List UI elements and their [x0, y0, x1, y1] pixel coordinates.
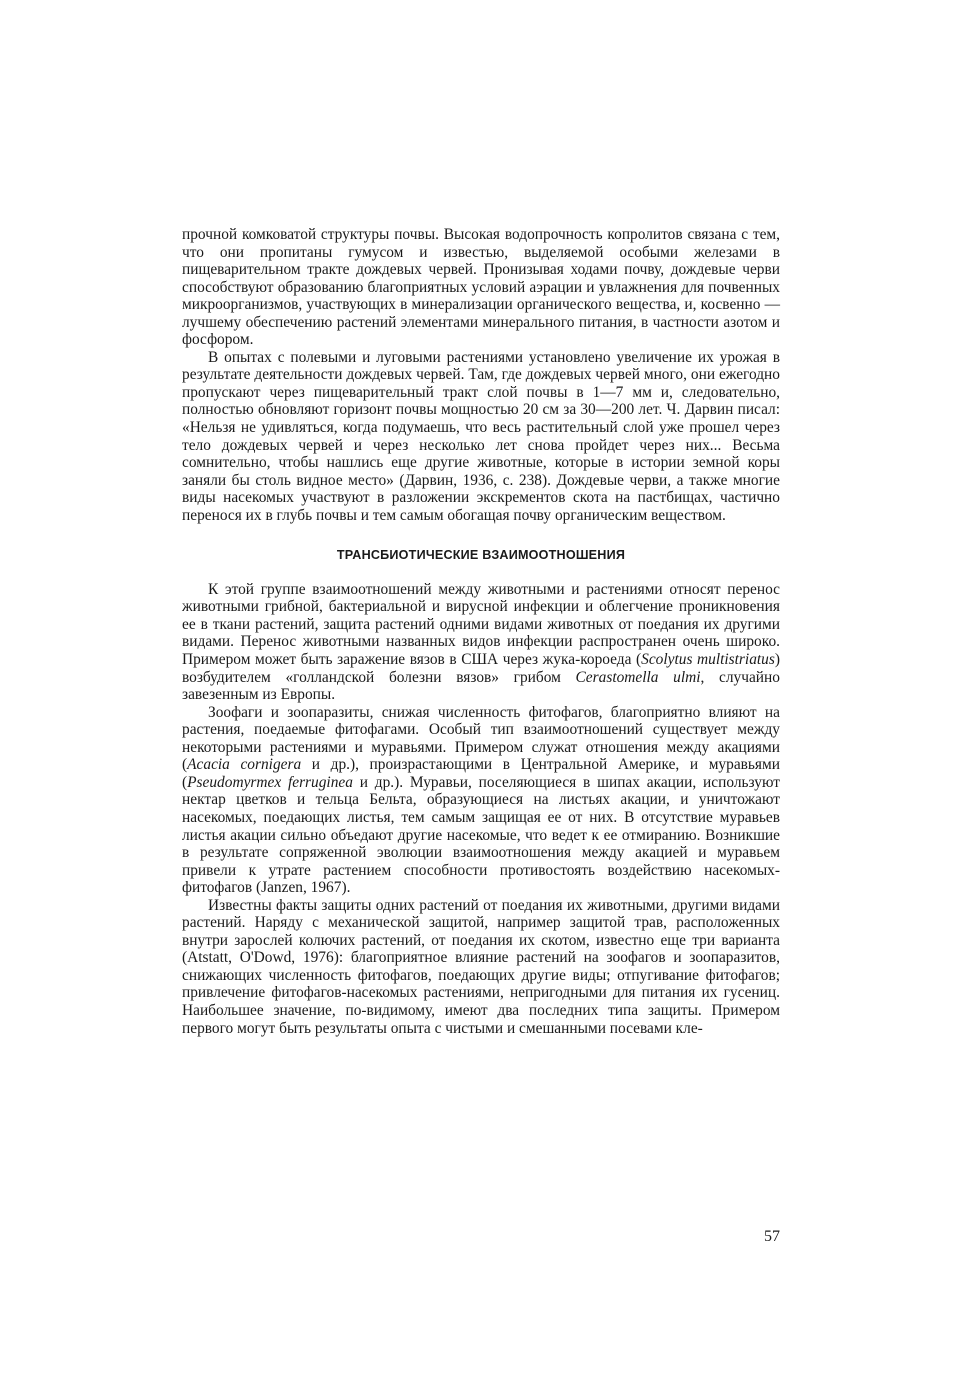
paragraph-3: [182, 581, 780, 704]
paragraph-3-text-a: К этой группе взаимоотношений между животными и растениями относят перенос животными грибной, бактериальной и вирусной инфекции и облегчение проникновения ее в ткани растений, защита растений одними видами животных от поедания их другими видами. Перенос животными названных видов инфекции распространен очень широко. Примером может быть заражение вязов в США через жука-короеда (: [182, 580, 780, 669]
species-acacia: Acacia cornigera: [187, 756, 302, 774]
species-pseudomyrmex: Pseudomyrmex ferruginea: [187, 773, 353, 791]
paragraph-3-text-c: , случайно завезенным из Европы.: [182, 668, 780, 704]
paragraph-1: прочной комковатой структуры почвы. Высокая водопрочность копролитов связана с тем, что они пропитаны гумусом и известью, выделяемой особыми железами в пищеварительном тракте дождевых червей. Пронизывая ходами почву, дождевые черви способствуют образованию благоприятных условий аэрации и увлажнения для почвенных микроорганизмов, участвующих в минерализации органического вещества, и, косвенно — лучшему обеспечению растений элементами минерального питания, в частности азотом и фосфором.: [182, 226, 780, 349]
paragraph-4: [182, 704, 780, 897]
paragraph-4-text-b: и др.), произрастающими в Центральной Америке, и муравьями (: [182, 756, 780, 791]
page-number: 57: [764, 1228, 780, 1245]
species-cerastomella: Cerastomella ulmi: [575, 668, 701, 686]
page-body: [182, 226, 780, 1037]
paragraph-2: В опытах с полевыми и луговыми растениями установлено увеличение их урожая в результате деятельности дождевых червей. Там, где дождевых червей много, они ежегодно пропускают через пищеварительный тракт слой почвы в 1—7 мм и, следовательно, полностью обновляют горизонт почвы мощностью 20 см за 30—200 лет. Ч. Дарвин писал: «Нельзя не удивляться, когда подумаешь, что весь растительный слой уже прошел через тело дождевых червей и через несколько лет снова пройдет через них... Весьма сомнительно, чтобы нашлись еще другие животные, которые в истории земной коры заняли бы столь видное место» (Дарвин, 1936, с. 238). Дождевые черви, а также многие виды насекомых участвуют в разложении экскрементов скота на пастбищах, частично перенося их в глубь почвы и тем самым обогащая почву органическим веществом.: [182, 348, 780, 524]
paragraph-5: Известны факты защиты одних растений от поедания их животными, другими видами растений. Наряду с механической защитой, например защитой трав, расположенных внутри зарослей колючих растений, от поедания их скотом, известно еще три варианта (Atstatt, O'Dowd, 1976): благоприятное влияние растений на зоофагов и зоопаразитов, снижающих численность фитофагов, поедающих другие виды; отпугивание фитофагов; привлечение фитофагов-насекомых растениями, непригодными для питания их гусениц. Наибольшее значение, по-видимому, имеют два последних типа защиты. Примером первого могут быть результаты опыта с чистыми и смешанными посевами кле-: [182, 896, 780, 1037]
paragraph-3-text-b: ) возбудителем «голландской болезни вязов» грибом: [182, 651, 780, 686]
paragraph-4-text-c: и др.). Муравьи, поселяющиеся в шипах акации, используют нектар цветков и тельца Бельта, образующиеся на листьях акации, и уничтожают насекомых, поедающих листья, тем самым защищая ее от них. В отсутствие муравьев листья акации сильно объедают другие насекомые, что ведет к ее отмиранию. Возникшие в результате сопряженной эволюции взаимоотношения между акацией и муравьем привели к утрате растением способности противостоять воздействию насекомых-фитофагов (Janzen, 1967).: [182, 773, 780, 897]
species-scolytus: Scolytus multistriatus: [641, 651, 775, 669]
paragraph-4-text-a: Зоофаги и зоопаразиты, снижая численность фитофагов, благоприятно влияют на растения, поедаемые фитофагами. Особый тип взаимоотношений существует между некоторыми растениями и муравьями. Примером служат отношения между акациями (: [182, 703, 780, 774]
section-heading: ТРАНСБИОТИЧЕСКИЕ ВЗАИМООТНОШЕНИЯ: [336, 548, 626, 563]
